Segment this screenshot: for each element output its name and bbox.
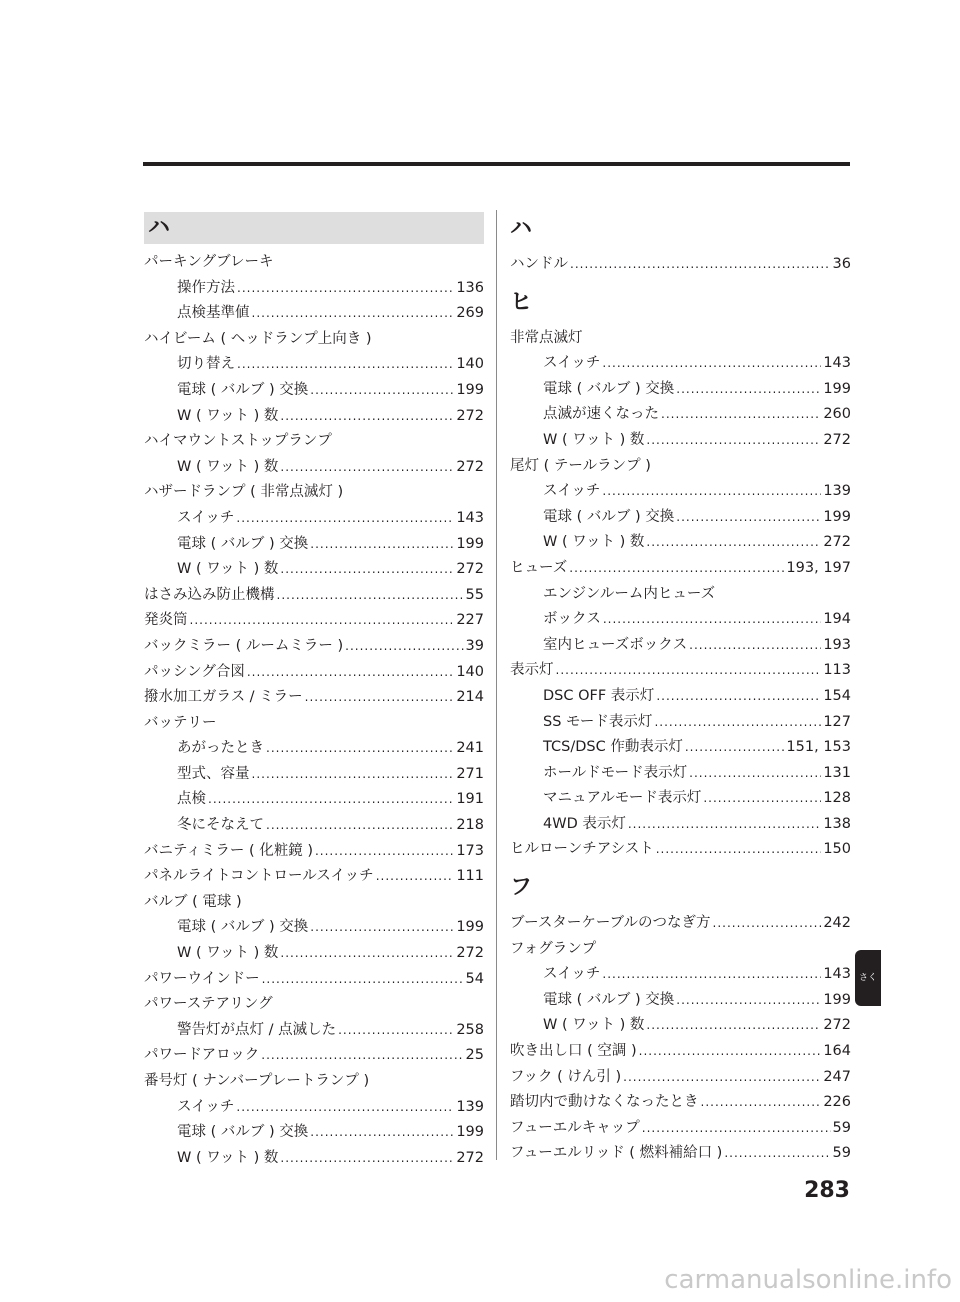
section-heading-ha: ハ bbox=[144, 212, 484, 244]
leader-dots bbox=[310, 378, 454, 404]
page-ref: 128 bbox=[823, 790, 851, 807]
index-entry[interactable] bbox=[510, 1116, 851, 1142]
page-ref: 260 bbox=[823, 406, 851, 423]
page-ref: 140 bbox=[456, 356, 484, 373]
leader-dots bbox=[646, 530, 821, 556]
page-ref: 199 bbox=[823, 508, 851, 525]
entry-label: バッテリー bbox=[144, 714, 217, 731]
page-ref: 59 bbox=[832, 1145, 851, 1162]
entry-label: 警告灯が点灯 / 点滅した bbox=[177, 1021, 337, 1038]
page-ref: 164 bbox=[823, 1043, 851, 1060]
index-entry[interactable] bbox=[144, 711, 484, 737]
leader-dots bbox=[661, 402, 821, 428]
page-ref: 199 bbox=[456, 381, 484, 398]
page-ref: 140 bbox=[456, 663, 484, 680]
page-ref: 241 bbox=[456, 740, 484, 757]
page-ref: 271 bbox=[456, 765, 484, 782]
section-heading: ハ bbox=[510, 216, 533, 241]
leader-dots bbox=[654, 710, 821, 736]
leader-dots bbox=[237, 352, 454, 378]
index-subentry[interactable] bbox=[510, 582, 851, 608]
index-subentry[interactable] bbox=[144, 1146, 484, 1172]
entry-label: バルブ ( 電球 ) bbox=[144, 893, 242, 910]
entry-label: ブースターケーブルのつなぎ方 bbox=[510, 915, 711, 932]
page-ref: 194 bbox=[823, 611, 851, 628]
entry-label: W ( ワット ) 数 bbox=[177, 945, 279, 962]
entry-label: 電球 ( バルブ ) 交換 bbox=[177, 381, 309, 398]
page-ref: 143 bbox=[823, 966, 851, 983]
leader-dots bbox=[376, 864, 455, 890]
index-subentry[interactable] bbox=[144, 532, 484, 558]
index-subentry[interactable] bbox=[510, 351, 851, 377]
page-ref: 199 bbox=[823, 380, 851, 397]
leader-dots bbox=[701, 1090, 822, 1116]
index-entry[interactable] bbox=[144, 890, 484, 916]
index-entry[interactable] bbox=[510, 326, 851, 352]
page-ref: 272 bbox=[456, 561, 484, 578]
leader-dots bbox=[603, 607, 821, 633]
leader-dots bbox=[310, 915, 454, 941]
watermark: carmanualsonline.info bbox=[664, 1265, 952, 1295]
leader-dots bbox=[602, 479, 821, 505]
leader-dots bbox=[602, 351, 821, 377]
page-ref: 218 bbox=[456, 817, 484, 834]
page-ref: 242 bbox=[823, 915, 851, 932]
leader-dots bbox=[689, 761, 821, 787]
leader-dots bbox=[570, 252, 831, 278]
entry-label: マニュアルモード表示灯 bbox=[543, 790, 702, 807]
page-ref: 272 bbox=[823, 431, 851, 448]
leader-dots bbox=[676, 377, 821, 403]
leader-dots bbox=[315, 839, 454, 865]
entry-label: ボックス bbox=[543, 611, 601, 628]
leader-dots bbox=[724, 1141, 830, 1167]
index-entry[interactable] bbox=[144, 480, 484, 506]
entry-label: はさみ込み防止機構 bbox=[144, 586, 275, 603]
leader-dots bbox=[713, 911, 822, 937]
index-subentry[interactable] bbox=[510, 735, 851, 761]
leader-dots bbox=[237, 276, 454, 302]
section-heading: フ bbox=[510, 875, 533, 901]
leader-dots bbox=[556, 658, 822, 684]
page-number: 283 bbox=[804, 1178, 850, 1203]
entry-label: W ( ワット ) 数 bbox=[543, 534, 645, 551]
leader-dots bbox=[569, 556, 784, 582]
page-ref: 272 bbox=[456, 945, 484, 962]
index-side-tab[interactable]: さくいん bbox=[855, 950, 881, 1006]
index-subentry[interactable] bbox=[144, 455, 484, 481]
leader-dots bbox=[676, 988, 821, 1014]
page-ref: 139 bbox=[823, 483, 851, 500]
page-ref: 272 bbox=[456, 407, 484, 424]
leader-dots bbox=[252, 301, 455, 327]
index-entry[interactable] bbox=[510, 1039, 851, 1065]
entry-label: 電球 ( バルブ ) 交換 bbox=[177, 535, 309, 552]
leader-dots bbox=[261, 1043, 463, 1069]
leader-dots bbox=[190, 608, 455, 634]
index-entry[interactable] bbox=[144, 992, 484, 1018]
leader-dots bbox=[685, 735, 785, 761]
entry-label: フューエルキャップ bbox=[510, 1119, 640, 1136]
page-ref: 138 bbox=[823, 815, 851, 832]
index-subentry[interactable] bbox=[510, 962, 851, 988]
leader-dots bbox=[345, 634, 463, 660]
page-ref: 55 bbox=[465, 586, 484, 603]
index-entry[interactable] bbox=[510, 252, 851, 278]
leader-dots bbox=[236, 1095, 454, 1121]
leader-dots bbox=[656, 837, 822, 863]
leader-dots bbox=[280, 455, 454, 481]
entry-label: バニティミラー ( 化粧鏡 ) bbox=[144, 842, 313, 859]
page-ref: 139 bbox=[456, 1098, 484, 1115]
page-ref: 199 bbox=[456, 919, 484, 936]
page-ref: 214 bbox=[456, 689, 484, 706]
index-subentry[interactable] bbox=[144, 1120, 484, 1146]
entry-label: ハンドル bbox=[510, 256, 568, 272]
page-ref: 199 bbox=[456, 1124, 484, 1141]
page-ref: 193 bbox=[823, 636, 851, 653]
entry-label: ヒルローンチアシスト bbox=[510, 841, 654, 858]
entry-label: 踏切内で動けなくなったとき bbox=[510, 1094, 699, 1111]
entry-label: 電球 ( バルブ ) 交換 bbox=[543, 991, 675, 1008]
index-subentry[interactable] bbox=[144, 736, 484, 762]
entry-label: 電球 ( バルブ ) 交換 bbox=[177, 1124, 309, 1141]
index-entry[interactable] bbox=[510, 937, 851, 963]
entry-label: 点滅が速くなった bbox=[543, 406, 659, 423]
entry-label: スイッチ bbox=[177, 509, 235, 526]
entry-label: W ( ワット ) 数 bbox=[177, 458, 279, 475]
entry-label: ハイマウントストップランプ bbox=[144, 433, 332, 450]
page-ref: 150 bbox=[823, 841, 851, 858]
leader-dots bbox=[266, 813, 454, 839]
leader-dots bbox=[623, 1065, 821, 1091]
entry-label: W ( ワット ) 数 bbox=[177, 407, 279, 424]
leader-dots bbox=[703, 786, 821, 812]
page-ref: 54 bbox=[465, 970, 484, 987]
entry-label: フォグランプ bbox=[510, 940, 597, 957]
index-entry[interactable] bbox=[144, 1069, 484, 1095]
index-subentry[interactable] bbox=[144, 1095, 484, 1121]
entry-label: 電球 ( バルブ ) 交換 bbox=[543, 508, 675, 525]
page-ref: 199 bbox=[456, 535, 484, 552]
index-subentry[interactable] bbox=[144, 813, 484, 839]
index-entry[interactable] bbox=[144, 429, 484, 455]
page-ref: 111 bbox=[456, 868, 484, 885]
leader-dots bbox=[646, 1013, 821, 1039]
index-entry[interactable] bbox=[144, 660, 484, 686]
entry-label: 点検基準値 bbox=[177, 305, 250, 322]
leader-dots bbox=[280, 404, 454, 430]
entry-label: バックミラー ( ルームミラー ) bbox=[144, 637, 344, 654]
entry-label: 電球 ( バルブ ) 交換 bbox=[177, 919, 309, 936]
leader-dots bbox=[247, 660, 454, 686]
entry-label: 切り替え bbox=[177, 356, 235, 373]
leader-dots bbox=[262, 967, 464, 993]
index-subentry[interactable] bbox=[510, 633, 851, 659]
page-ref: 143 bbox=[456, 509, 484, 526]
page-ref: 127 bbox=[823, 713, 851, 730]
entry-label: 吹き出し口 ( 空調 ) bbox=[510, 1043, 637, 1060]
page-ref: 25 bbox=[465, 1047, 484, 1064]
index-subentry[interactable] bbox=[510, 607, 851, 633]
index-subentry[interactable] bbox=[144, 301, 484, 327]
entry-label: 番号灯 ( ナンバープレートランプ ) bbox=[144, 1073, 370, 1089]
index-entry[interactable] bbox=[144, 864, 484, 890]
leader-dots bbox=[280, 1146, 454, 1172]
entry-label: フューエルリッド ( 燃料補給口 ) bbox=[510, 1145, 723, 1162]
leader-dots bbox=[642, 1116, 831, 1142]
leader-dots bbox=[266, 736, 454, 762]
page-ref: 247 bbox=[823, 1068, 851, 1085]
index-entry[interactable] bbox=[510, 911, 851, 937]
index-entry[interactable] bbox=[144, 967, 484, 993]
entry-label: W ( ワット ) 数 bbox=[177, 561, 279, 578]
entry-label: ハイビーム ( ヘッドランプ上向き ) bbox=[144, 330, 372, 347]
leader-dots bbox=[208, 787, 454, 813]
index-subentry[interactable] bbox=[510, 428, 851, 454]
section-heading: ヒ bbox=[510, 289, 533, 315]
index-entry[interactable] bbox=[144, 250, 484, 276]
entry-label: 室内ヒューズボックス bbox=[543, 636, 688, 653]
entry-label: パワーステアリング bbox=[144, 996, 273, 1013]
index-entry[interactable] bbox=[144, 327, 484, 353]
index-subentry[interactable] bbox=[144, 941, 484, 967]
page-ref: 113 bbox=[823, 662, 851, 679]
entry-label: ホールドモード表示灯 bbox=[543, 764, 688, 781]
page-ref: 272 bbox=[456, 458, 484, 475]
entry-label: エンジンルーム内ヒューズ bbox=[543, 585, 716, 602]
entry-label: スイッチ bbox=[543, 483, 601, 500]
index-subentry[interactable] bbox=[144, 404, 484, 430]
index-subentry[interactable] bbox=[510, 377, 851, 403]
index-subentry[interactable] bbox=[144, 915, 484, 941]
leader-dots bbox=[639, 1039, 822, 1065]
entry-label: 操作方法 bbox=[177, 279, 235, 296]
page-ref: 173 bbox=[456, 842, 484, 859]
top-rule bbox=[143, 162, 850, 166]
entry-label: 表示灯 bbox=[510, 662, 554, 679]
entry-label: パッシング合図 bbox=[144, 663, 245, 680]
leader-dots bbox=[310, 1120, 454, 1146]
entry-label: W ( ワット ) 数 bbox=[543, 431, 645, 448]
entry-label: TCS/DSC 作動表示灯 bbox=[543, 739, 683, 756]
entry-label: ヒューズ bbox=[510, 559, 568, 576]
index-entry[interactable] bbox=[510, 454, 851, 480]
page-ref: 269 bbox=[456, 305, 484, 322]
page-ref: 227 bbox=[456, 612, 484, 629]
index-subentry[interactable] bbox=[510, 812, 851, 838]
index-subentry[interactable] bbox=[144, 1018, 484, 1044]
entry-label: パワードアロック bbox=[144, 1047, 260, 1064]
leader-dots bbox=[656, 684, 821, 710]
page-ref: 39 bbox=[465, 637, 484, 654]
index-subentry[interactable] bbox=[144, 378, 484, 404]
leader-dots bbox=[252, 762, 455, 788]
leader-dots bbox=[602, 962, 821, 988]
page-ref: 193, 197 bbox=[786, 559, 851, 576]
page-ref: 272 bbox=[823, 534, 851, 551]
entry-label: 点検 bbox=[177, 791, 206, 808]
entry-label: 型式、容量 bbox=[177, 765, 250, 782]
entry-list-left bbox=[144, 250, 484, 1171]
entry-label: SS モード表示灯 bbox=[543, 713, 653, 730]
index-entry[interactable] bbox=[144, 634, 484, 660]
page-ref: 59 bbox=[832, 1119, 851, 1136]
leader-dots bbox=[280, 557, 454, 583]
entry-label: スイッチ bbox=[543, 355, 601, 372]
index-subentry[interactable] bbox=[144, 557, 484, 583]
page-ref: 199 bbox=[823, 991, 851, 1008]
column-divider bbox=[496, 210, 497, 1160]
entry-label: 電球 ( バルブ ) 交換 bbox=[543, 380, 675, 397]
entry-label: 撥水加工ガラス / ミラー bbox=[144, 689, 303, 706]
index-subentry[interactable] bbox=[510, 710, 851, 736]
index-column-left bbox=[144, 212, 484, 1171]
index-subentry[interactable] bbox=[510, 530, 851, 556]
entry-label: フック ( けん引 ) bbox=[510, 1068, 622, 1085]
index-entry[interactable] bbox=[144, 839, 484, 865]
leader-dots bbox=[676, 505, 821, 531]
index-entry[interactable] bbox=[510, 1065, 851, 1091]
index-subentry[interactable] bbox=[144, 352, 484, 378]
entry-label: あがったとき bbox=[177, 740, 264, 757]
entry-label: 冬にそなえて bbox=[177, 817, 264, 834]
entry-label: パーキングブレーキ bbox=[144, 254, 274, 270]
index-subentry[interactable] bbox=[510, 761, 851, 787]
leader-dots bbox=[338, 1018, 454, 1044]
leader-dots bbox=[305, 685, 455, 711]
leader-dots bbox=[628, 812, 821, 838]
page-ref: 154 bbox=[823, 687, 851, 704]
leader-dots bbox=[689, 633, 821, 659]
index-entry[interactable] bbox=[144, 685, 484, 711]
leader-dots bbox=[236, 506, 454, 532]
page-ref: 136 bbox=[456, 279, 484, 296]
page-ref: 36 bbox=[832, 256, 851, 272]
index-entry[interactable] bbox=[510, 1141, 851, 1167]
index-subentry[interactable] bbox=[144, 762, 484, 788]
index-entry[interactable] bbox=[510, 556, 851, 582]
index-entry[interactable] bbox=[510, 837, 851, 863]
index-entry[interactable] bbox=[510, 658, 851, 684]
index-subentry[interactable] bbox=[510, 786, 851, 812]
page-ref: 143 bbox=[823, 355, 851, 372]
entry-label: 4WD 表示灯 bbox=[543, 815, 626, 832]
page-ref: 131 bbox=[823, 764, 851, 781]
index-subentry[interactable] bbox=[510, 684, 851, 710]
entry-label: 非常点滅灯 bbox=[510, 329, 583, 346]
index-entry[interactable] bbox=[144, 608, 484, 634]
page-ref: 151, 153 bbox=[786, 739, 851, 756]
entry-label: パワーウインドー bbox=[144, 970, 260, 987]
page-ref: 272 bbox=[456, 1149, 484, 1166]
page-ref: 272 bbox=[823, 1017, 851, 1034]
index-subentry[interactable] bbox=[510, 988, 851, 1014]
entry-label: DSC OFF 表示灯 bbox=[543, 687, 655, 704]
index-entry[interactable] bbox=[144, 583, 484, 609]
index-subentry[interactable] bbox=[510, 402, 851, 428]
leader-dots bbox=[277, 583, 464, 609]
index-entry[interactable] bbox=[510, 1090, 851, 1116]
entry-label: 発炎筒 bbox=[144, 612, 188, 629]
index-subentry[interactable] bbox=[510, 479, 851, 505]
leader-dots bbox=[280, 941, 454, 967]
entry-label: 尾灯 ( テールランプ ) bbox=[510, 457, 651, 474]
entry-label: W ( ワット ) 数 bbox=[177, 1149, 279, 1166]
page-ref: 191 bbox=[456, 791, 484, 808]
index-subentry[interactable] bbox=[510, 1013, 851, 1039]
entry-label: スイッチ bbox=[177, 1098, 235, 1115]
entry-label: W ( ワット ) 数 bbox=[543, 1017, 645, 1034]
index-subentry[interactable] bbox=[144, 276, 484, 302]
leader-dots bbox=[310, 532, 454, 558]
index-subentry[interactable] bbox=[144, 787, 484, 813]
entry-label: スイッチ bbox=[543, 966, 601, 983]
index-subentry[interactable] bbox=[144, 506, 484, 532]
leader-dots bbox=[646, 428, 821, 454]
page-ref: 226 bbox=[823, 1094, 851, 1111]
page-ref: 258 bbox=[456, 1021, 484, 1038]
index-column-right bbox=[510, 212, 851, 1167]
entry-label: パネルライトコントロールスイッチ bbox=[144, 868, 374, 885]
index-subentry[interactable] bbox=[510, 505, 851, 531]
index-entry[interactable] bbox=[144, 1043, 484, 1069]
entry-label: ハザードランプ ( 非常点滅灯 ) bbox=[144, 484, 344, 501]
